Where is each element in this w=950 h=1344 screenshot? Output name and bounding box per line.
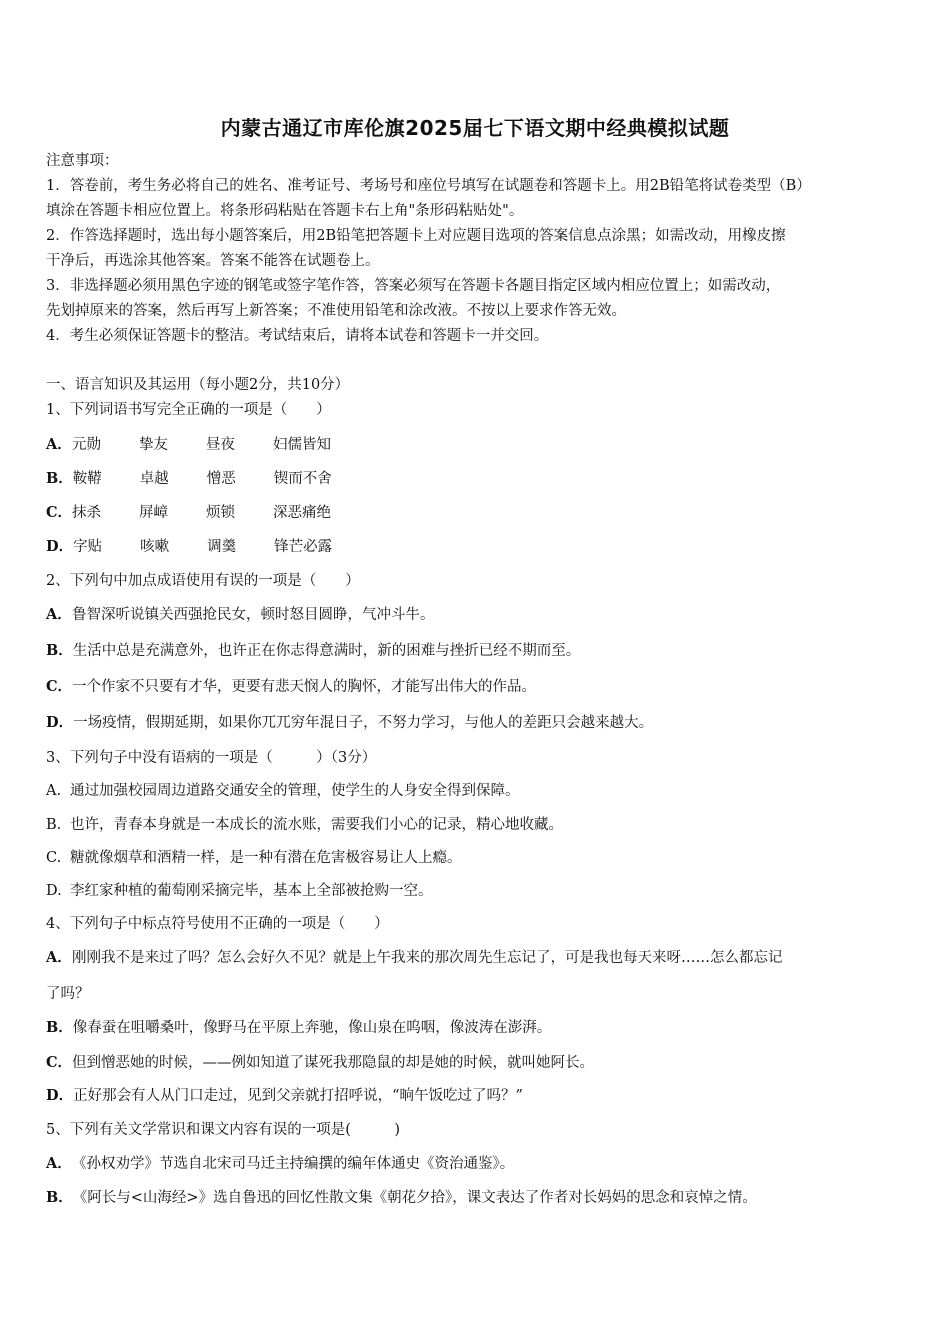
option-word: 抹杀: [72, 505, 102, 521]
option-word: 锋芒必露: [274, 539, 333, 555]
question-4-option-c: [46, 1053, 594, 1073]
notice-line: 干净后，再选涂其他答案。答案不能答在试题卷上。: [46, 253, 380, 269]
option-text: 通过加强校园周边道路交通安全的管理，使学生的人身安全得到保障。: [70, 783, 520, 799]
option-label: B．: [46, 642, 73, 659]
option-label: D.: [46, 883, 62, 899]
option-text: 《孙权劝学》节选自北宋司马迁主持编撰的编年体通史《资治通鉴》。: [72, 1156, 515, 1172]
option-word: 憎恶: [206, 471, 236, 487]
option-word: 字贴: [73, 539, 103, 555]
notice-line: 填涂在答题卡相应位置上。将条形码粘贴在答题卡右上角"条形码粘贴处"。: [46, 203, 524, 219]
question-1-option-c: [46, 503, 331, 523]
option-text: 但到憎恶她的时候，——例如知道了谋死我那隐鼠的却是她的时候，就叫她阿长。: [72, 1055, 595, 1071]
option-text: 正好那会有人从门口走过，见到父亲就打招呼说，“晌午饭吃过了吗？”: [73, 1088, 523, 1104]
question-4-option-b: [46, 1018, 551, 1038]
option-word: 元勋: [72, 437, 101, 453]
question-1-option-a: [46, 435, 331, 455]
question-1-option-b: [46, 469, 332, 489]
option-word: 鞍鞯: [72, 471, 102, 487]
option-label: D．: [46, 714, 74, 731]
question-1-option-d: [46, 537, 332, 557]
option-label: C．: [46, 678, 73, 695]
question-2-stem: 2、下列句中加点成语使用有误的一项是（ ）: [46, 573, 360, 589]
option-label: B．: [46, 1189, 73, 1206]
question-1-stem: 1、下列词语书写完全正确的一项是（ ）: [46, 402, 331, 418]
option-text: 生活中总是充满意外，也许正在你志得意满时，新的困难与挫折已经不期而至。: [72, 643, 581, 659]
option-label: C．: [46, 1054, 73, 1071]
option-label: A．: [46, 606, 72, 623]
question-4-option-a-cont: 了吗？: [46, 986, 90, 1002]
option-word: 挚友: [139, 437, 168, 453]
option-text: 糖就像烟草和酒精一样，是一种有潜在危害极容易让人上瘾。: [70, 850, 462, 866]
question-3-option-b: [46, 815, 563, 835]
option-word: 妇儒皆知: [273, 437, 331, 453]
notice-heading: 注意事项：: [46, 153, 119, 169]
option-word: 屏嶂: [139, 505, 169, 521]
option-text: 一个作家不只要有才华，更要有悲天悯人的胸怀，才能写出伟大的作品。: [72, 679, 537, 695]
question-2-option-c: [46, 677, 536, 697]
option-label: A.: [46, 783, 62, 799]
option-text: 也许，青春本身就是一本成长的流水账，需要我们小心的记录，精心地收藏。: [70, 817, 563, 833]
option-word: 调羹: [207, 539, 237, 555]
option-word: 烦锁: [206, 505, 236, 521]
option-label: A．: [46, 1155, 72, 1172]
option-label: D．: [46, 1087, 74, 1104]
notice-line: 3．非选择题必须用黑色字迹的钢笔或签字笔作答，答案必须写在答题卡各题目指定区域内相应位置上；如需改动，: [46, 278, 781, 294]
question-3-option-d: [46, 881, 433, 901]
option-word: 卓越: [139, 471, 169, 487]
option-label: D．: [46, 538, 74, 555]
question-4-option-d: [46, 1086, 523, 1106]
question-4-option-a: [46, 948, 783, 968]
option-label: B．: [46, 1019, 73, 1036]
question-3-stem: 3、下列句子中没有语病的一项是（ ）（3分）: [46, 750, 377, 766]
option-text: 《阿长与<山海经>》选自鲁迅的回忆性散文集《朝花夕拾》，课文表达了作者对长妈妈的思念和哀悼之情。: [72, 1190, 757, 1206]
option-label: B.: [46, 817, 62, 833]
question-3-option-c: [46, 848, 462, 868]
page-title: 内蒙古通辽市库伦旗2025届七下语文期中经典模拟试题: [220, 116, 730, 140]
option-text: 李红家种植的葡萄刚采摘完毕，基本上全部被抢购一空。: [70, 883, 433, 899]
option-text: 一场疫情，假期延期，如果你兀兀穷年混日子，不努力学习，与他人的差距只会越来越大。: [73, 715, 654, 731]
option-text: 像春蚕在咀嚼桑叶，像野马在平原上奔驰，像山泉在呜咽，像波涛在澎湃。: [72, 1020, 552, 1036]
question-4-stem: 4、下列句子中标点符号使用不正确的一项是（ ）: [46, 916, 389, 932]
option-text: 刚刚我不是来过了吗？怎么会好久不见？就是上午我来的那次周先生忘记了，可是我也每天来呀……怎么都忘记: [72, 950, 783, 966]
option-word: 锲而不舍: [273, 471, 332, 487]
question-5-option-b: [46, 1188, 757, 1208]
option-label: A．: [46, 436, 72, 453]
option-word: 深恶痛绝: [273, 505, 332, 521]
option-label: C．: [46, 504, 73, 521]
question-5-option-a: [46, 1154, 514, 1174]
notice-line: 1．答卷前，考生务必将自己的姓名、准考证号、考场号和座位号填写在试题卷和答题卡上。用2B铅笔将试卷类型（B）: [46, 178, 811, 194]
option-text: 鲁智深听说镇关西强抢民女，顿时怒目圆睁，气冲斗牛。: [72, 607, 435, 623]
question-2-option-a: [46, 605, 435, 625]
option-label: C.: [46, 850, 62, 866]
notice-line: 4．考生必须保证答题卡的整洁。考试结束后，请将本试卷和答题卡一并交回。: [46, 328, 549, 344]
option-label: B．: [46, 470, 73, 487]
question-2-option-d: [46, 713, 653, 733]
notice-line: 2．作答选择题时，选出每小题答案后，用2B铅笔把答题卡上对应题目选项的答案信息点涂黑；如需改动，用橡皮擦: [46, 228, 786, 244]
option-word: 咳嗽: [140, 539, 170, 555]
question-5-stem: 5、下列有关文学常识和课文内容有误的一项是( ): [46, 1122, 401, 1138]
option-label: A．: [46, 949, 72, 966]
question-2-option-b: [46, 641, 580, 661]
question-3-option-a: [46, 781, 520, 801]
section-heading: 一、语言知识及其运用（每小题2分，共10分）: [46, 377, 350, 393]
notice-line: 先划掉原来的答案，然后再写上新答案；不准使用铅笔和涂改液。不按以上要求作答无效。: [46, 303, 626, 319]
option-word: 昼夜: [206, 437, 235, 453]
